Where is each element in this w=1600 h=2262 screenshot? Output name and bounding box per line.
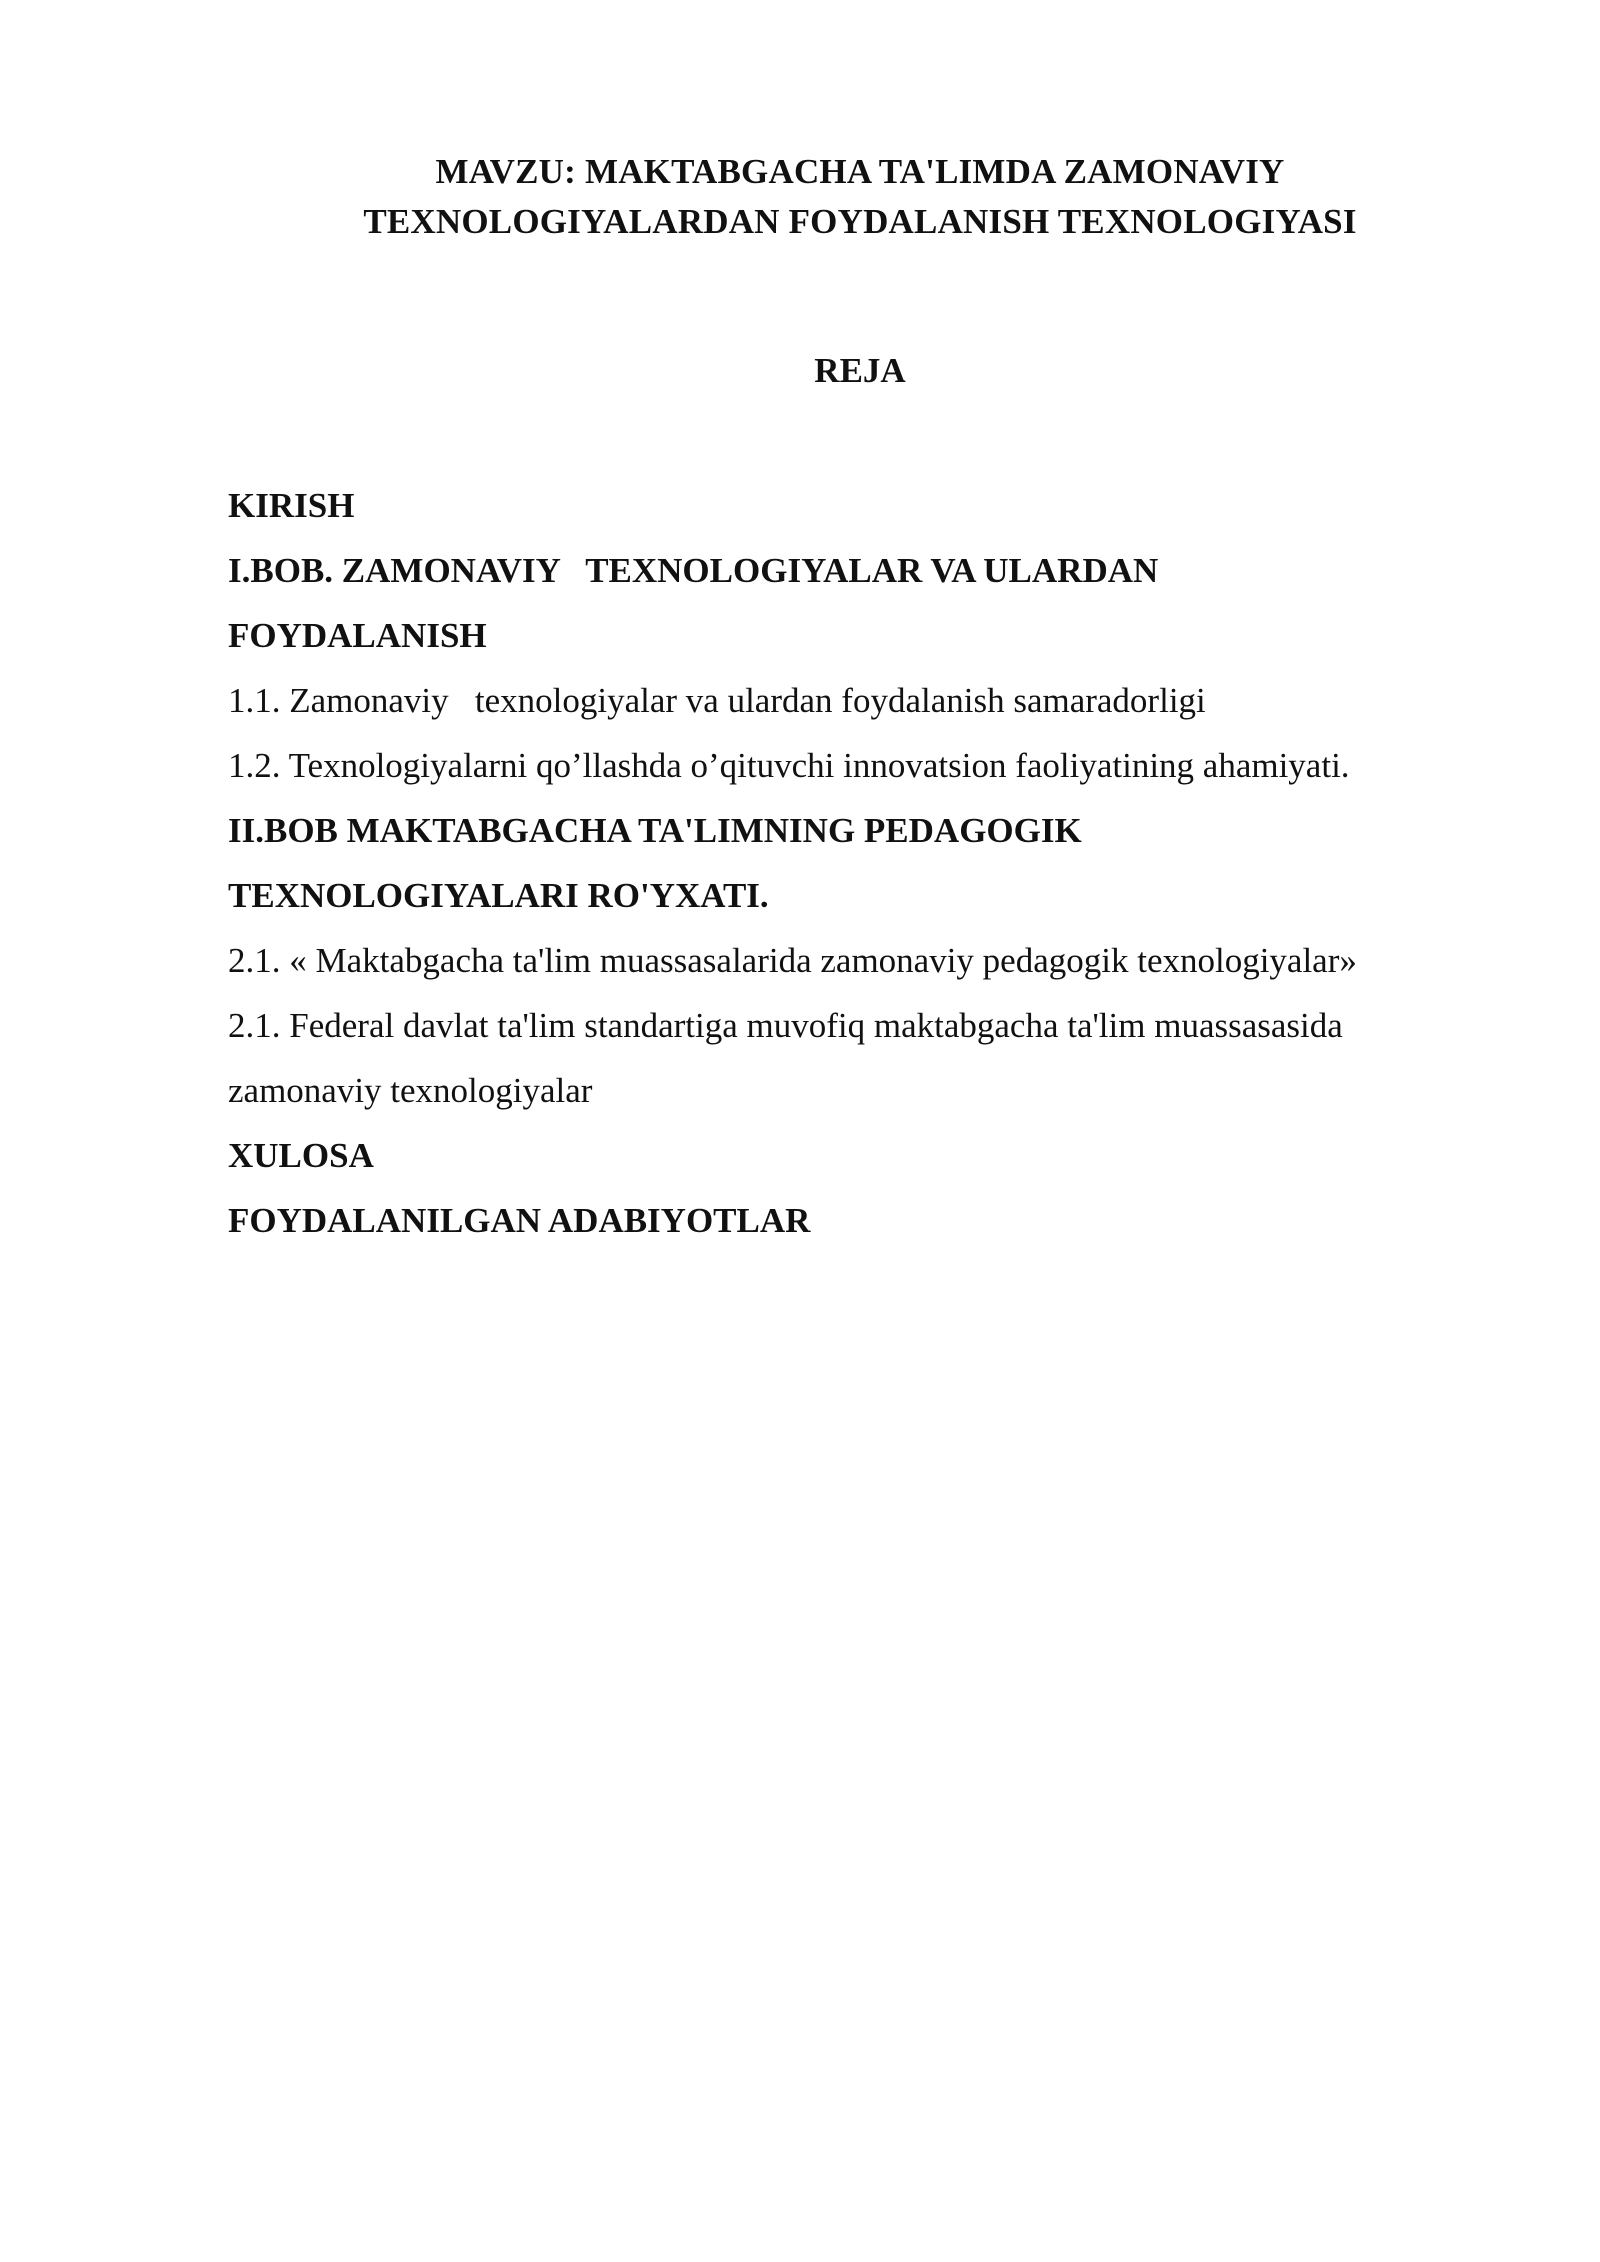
toc-item-conclusion: XULOSA: [228, 1136, 374, 1175]
toc-item-chapter-1: I.BOB. ZAMONAVIY TEXNOLOGIYALAR VA ULARDAN: [228, 551, 1159, 590]
toc-item-chapter-2-cont: TEXNOLOGIYALARI RO'YXATI.: [228, 876, 769, 915]
toc-item-chapter-2: II.BOB MAKTABGACHA TA'LIMNING PEDAGOGIK: [228, 811, 1082, 850]
toc-item-introduction: KIRISH: [228, 486, 355, 525]
table-of-contents: [228, 473, 1492, 1253]
toc-item-section-1-1: 1.1. Zamonaviy texnologiyalar va ulardan foydalanish samaradorligi: [228, 681, 1206, 720]
toc-item-chapter-1-cont: FOYDALANISH: [228, 616, 487, 655]
document-title: [228, 147, 1492, 247]
toc-item-section-2-1a: 2.1. « Maktabgacha ta'lim muassasalarida zamonaviy pedagogik texnologiyalar»: [228, 941, 1357, 980]
toc-item-section-1-2: 1.2. Texnologiyalarni qo’llashda o’qituvchi innovatsion faoliyatining ahamiyati.: [228, 746, 1350, 785]
toc-item-section-2-1b: 2.1. Federal davlat ta'lim standartiga muvofiq maktabgacha ta'lim muassasasida: [228, 1006, 1343, 1045]
title-line-1: MAVZU: MAKTABGACHA TA'LIMDA ZAMONAVIY: [435, 152, 1285, 191]
toc-item-references: FOYDALANILGAN ADABIYOTLAR: [228, 1201, 811, 1240]
toc-item-section-2-1b-cont: zamonaviy texnologiyalar: [228, 1071, 593, 1110]
title-line-2: TEXNOLOGIYALARDAN FOYDALANISH TEXNOLOGIYASI: [363, 202, 1357, 241]
plan-heading: REJA: [814, 351, 906, 390]
